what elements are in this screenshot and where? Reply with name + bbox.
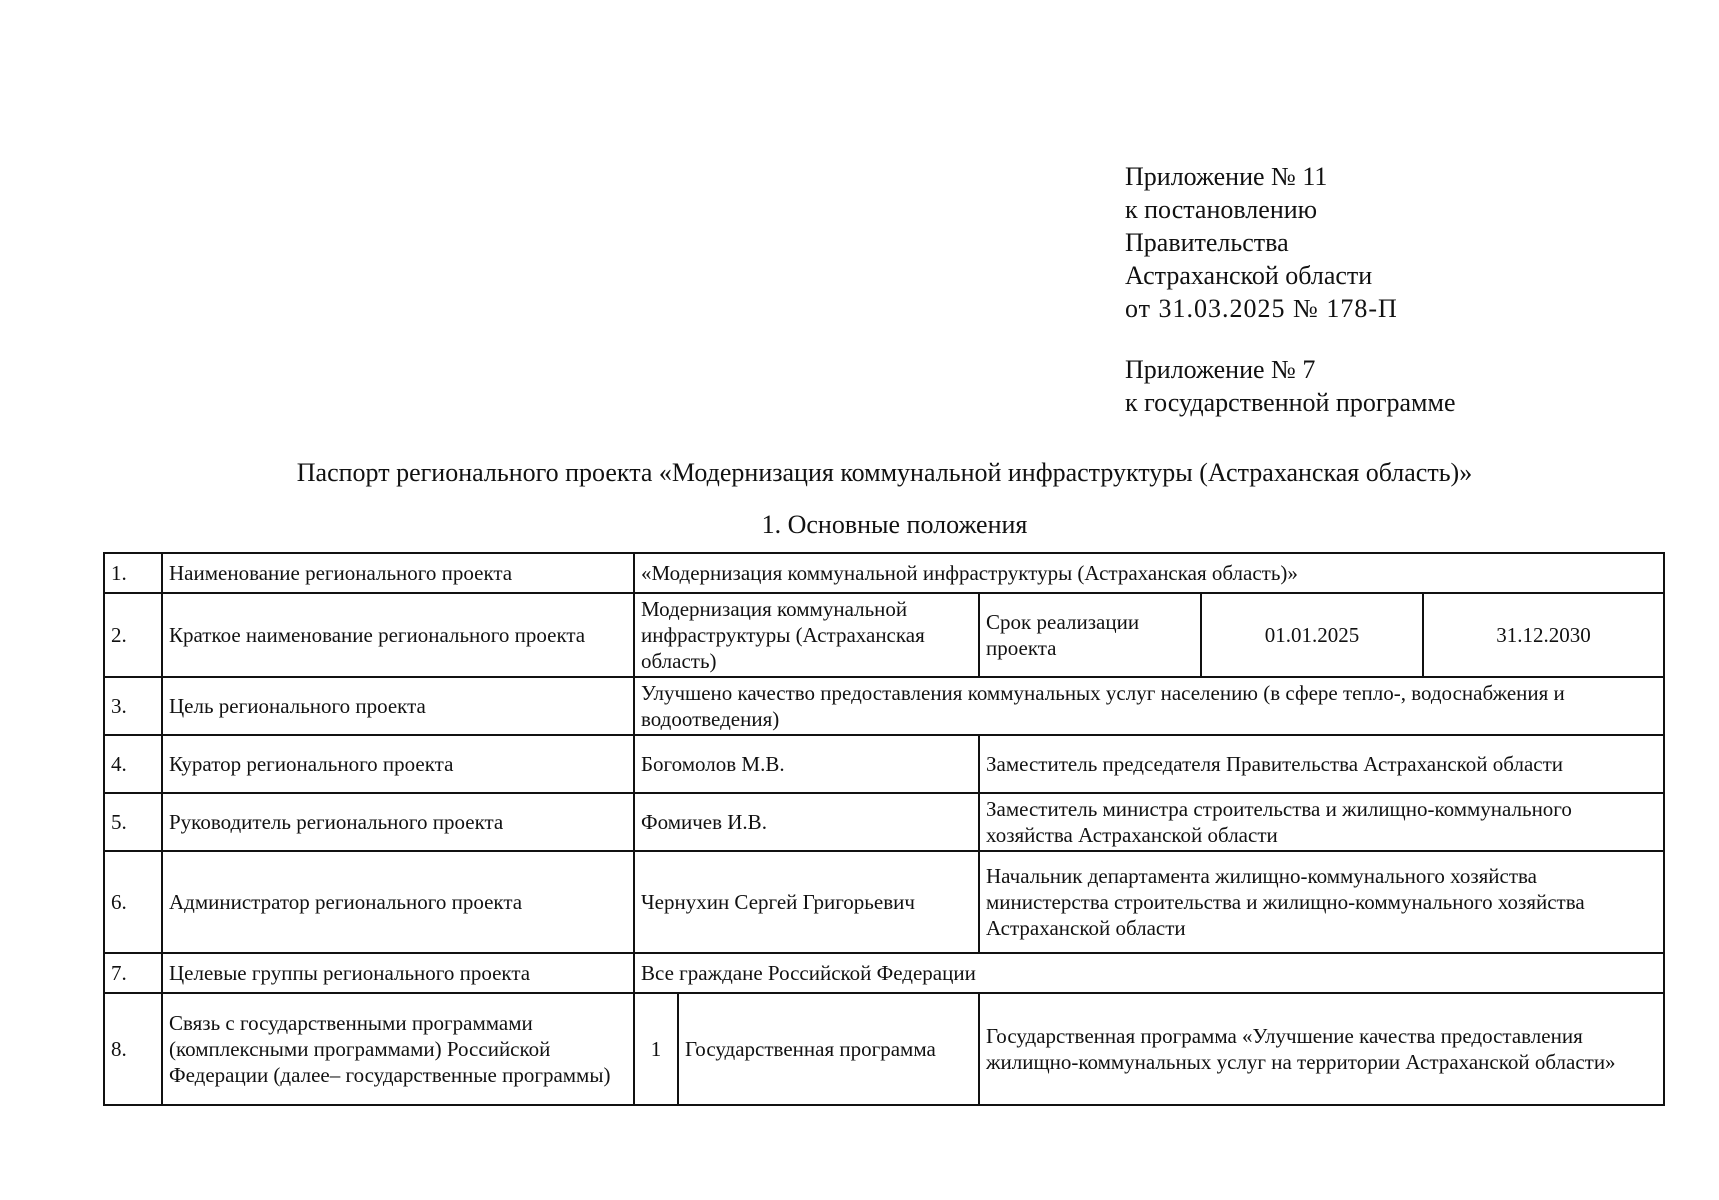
person-name: Фомичев И.В. (634, 793, 979, 851)
row-label: Руководитель регионального проекта (162, 793, 634, 851)
row-label: Наименование регионального проекта (162, 553, 634, 593)
table-row (104, 793, 1664, 851)
end-date: 31.12.2030 (1423, 593, 1664, 677)
spacer (1125, 325, 1456, 353)
row-number: 8. (104, 993, 162, 1105)
table-row (104, 553, 1664, 593)
document-title: Паспорт регионального проекта «Модернизация коммунальной инфраструктуры (Астраханская область)» (296, 458, 1473, 487)
person-position: Заместитель председателя Правительства Астраханской области (979, 735, 1664, 793)
section-title: 1. Основные положения (761, 510, 1028, 539)
start-date: 01.01.2025 (1201, 593, 1423, 677)
row-number: 6. (104, 851, 162, 953)
person-position: Начальник департамента жилищно-коммунального хозяйства министерства строительства и жилищно-коммунального хозяйства Астраханской области (979, 851, 1664, 953)
annex-line: Приложение № 7 (1125, 355, 1316, 384)
row-label: Целевые группы регионального проекта (162, 953, 634, 993)
row-label: Цель регионального проекта (162, 677, 634, 735)
annex-line: к постановлению (1125, 195, 1318, 224)
annex-line: Астраханской области (1125, 261, 1373, 290)
row-label: Краткое наименование регионального проекта (162, 593, 634, 677)
row-number: 7. (104, 953, 162, 993)
table-row (104, 851, 1664, 953)
passport-table (103, 552, 1665, 1106)
annex-line: Правительства (1125, 228, 1289, 257)
table-row (104, 953, 1664, 993)
program-type: Государственная программа (678, 993, 979, 1105)
row-number: 4. (104, 735, 162, 793)
annex-line: к государственной программе (1125, 388, 1456, 417)
person-name: Чернухин Сергей Григорьевич (634, 851, 979, 953)
person-name: Богомолов М.В. (634, 735, 979, 793)
row-number: 1. (104, 553, 162, 593)
table-row (104, 593, 1664, 677)
row-value: Модернизация коммунальной инфраструктуры (Астраханская область) (634, 593, 979, 677)
row-value: Улучшено качество предоставления коммунальных услуг населению (в сфере тепло-, водоснабжения и водоотведения) (634, 677, 1664, 735)
table-row (104, 735, 1664, 793)
row-label: Куратор регионального проекта (162, 735, 634, 793)
table-row (104, 677, 1664, 735)
row-number: 5. (104, 793, 162, 851)
row-number: 3. (104, 677, 162, 735)
row-value: Все граждане Российской Федерации (634, 953, 1664, 993)
table-row (104, 993, 1664, 1105)
program-index: 1 (634, 993, 678, 1105)
program-name: Государственная программа «Улучшение качества предоставления жилищно-коммунальных услуг на территории Астраханской области» (979, 993, 1664, 1105)
annex-block (1125, 160, 1456, 419)
annex-date: от 31.03.2025 № 178-П (1125, 294, 1398, 323)
row-number: 2. (104, 593, 162, 677)
row-label: Администратор регионального проекта (162, 851, 634, 953)
annex-line: Приложение № 11 (1125, 162, 1328, 191)
row-value: «Модернизация коммунальной инфраструктуры (Астраханская область)» (634, 553, 1664, 593)
row-label: Связь с государственными программами (комплексными программами) Российской Федерации (далее– государственные программы) (162, 993, 634, 1105)
person-position: Заместитель министра строительства и жилищно-коммунального хозяйства Астраханской области (979, 793, 1664, 851)
term-label: Срок реализации проекта (979, 593, 1201, 677)
